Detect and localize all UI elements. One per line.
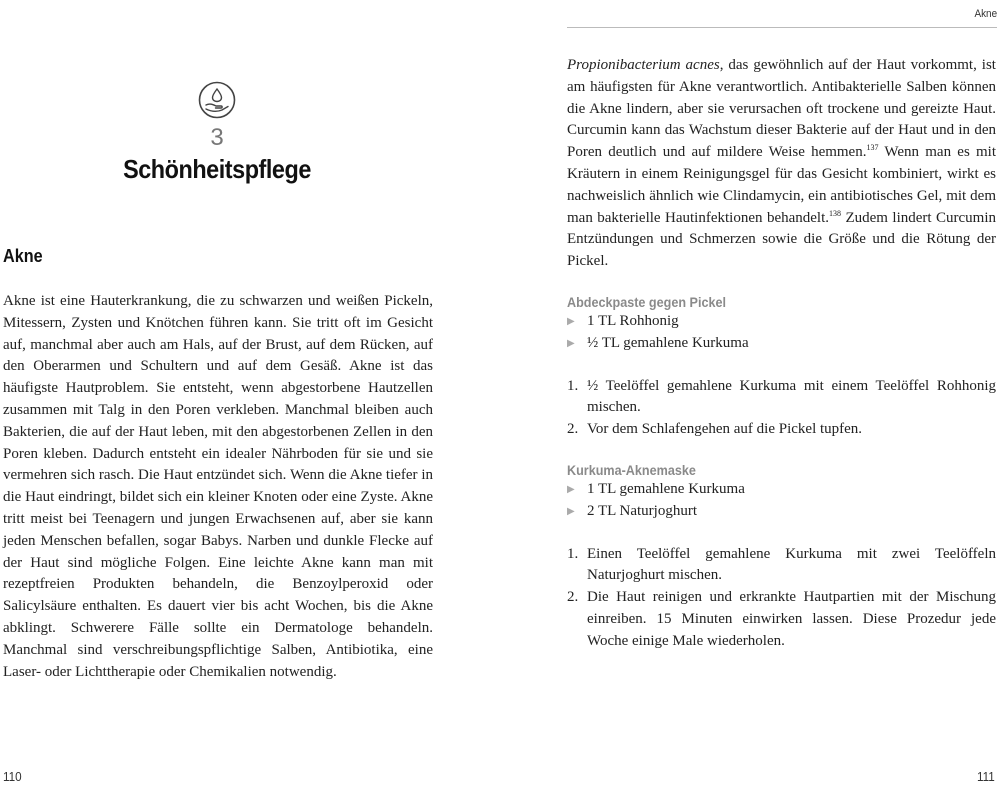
page-number: 111 — [977, 769, 995, 784]
right-page — [500, 0, 1000, 800]
ingredient-list — [567, 311, 996, 355]
footnote-ref: 137 — [866, 143, 879, 153]
page-number: 110 — [3, 769, 22, 784]
triangle-bullet-icon: ▶ — [567, 337, 575, 349]
step-number: 1. — [567, 545, 579, 562]
list-item — [567, 587, 996, 652]
list-item — [567, 544, 996, 588]
body-paragraph: Akne ist eine Hauterkrankung, die zu schwarzen und weißen Pickeln, Mitessern, Zysten und Knötchen führen kann. Sie tritt oft im Gesicht auf, manchmal aber auch am Hals, auf der Brust, auf dem Rücken, auf den Oberarmen und Schultern und auf dem Gesäß. Akne ist das häufigste Hautproblem. Sie entsteht, wenn abgestorbene Hautzellen zusammen mit Talg in den Poren verkleben. Manchmal bleiben auch Bakterien, die auf der Haut leben, mit den abgestorbenen Zellen in den Poren kleben. Dadurch entsteht ein idealer Nährboden für sie und sie vermehren sich rasch. Die Haut entzündet sich. Wenn die Akne tiefer in die Haut eindringt, bildet sich ein kleiner Knoten oder eine Zyste. Akne tritt meist bei Teenagern und jungen Erwachsenen auf, aber sie kann jeden Menschen befallen, sogar Babys. Narben und dunkle Flecke auf der Haut sind mögliche Folgen. Eine leichte Akne kann man mit rezeptfreien Produkten behandeln, die Benzoylperoxid oder Salicylsäure enthalten. Es dauert vier bis acht Wochen, bis die Akne abklingt. Schwerere Fälle sollte ein Dermatologe behandeln. Manchmal sind verschreibungspflichtige Salben, Antibiotika, eine Laser- oder Lichttherapie oder Chemikalien notwendig. — [3, 293, 433, 680]
step-text: ½ Teelöffel gemahlene Kurkuma mit einem Teelöffel Rohhonig mischen. — [587, 377, 996, 416]
ingredient-text: ½ TL gemahlene Kurkuma — [587, 334, 749, 351]
running-header-text: Akne — [974, 8, 997, 20]
right-content — [567, 55, 996, 653]
section-heading: Akne — [3, 246, 43, 266]
recipe-concealer — [567, 294, 996, 441]
step-text: Vor dem Schlafengehen auf die Pickel tupfen. — [587, 421, 863, 438]
running-header — [567, 8, 997, 28]
ingredient-list — [567, 479, 996, 523]
recipe-title: Kurkuma-Aknemaske — [567, 461, 696, 478]
recipe-mask — [567, 462, 996, 653]
list-item — [567, 501, 996, 523]
list-item — [567, 333, 996, 355]
list-item — [567, 419, 996, 441]
footnote-ref: 138 — [829, 208, 842, 218]
triangle-bullet-icon: ▶ — [567, 483, 575, 495]
triangle-bullet-icon: ▶ — [567, 505, 575, 517]
list-item — [567, 311, 996, 333]
ingredient-text: 1 TL gemahlene Kurkuma — [587, 480, 745, 497]
step-text: Die Haut reinigen und erkrankte Hautpartien mit der Mischung einreiben. 15 Minuten einwirken lassen. Diese Prozedur jede Woche einige Male wiederholen. — [587, 589, 996, 649]
ingredient-text: 1 TL Rohhonig — [587, 312, 679, 329]
step-number: 2. — [567, 421, 579, 438]
ingredient-text: 2 TL Naturjoghurt — [587, 502, 697, 519]
step-list — [567, 544, 996, 653]
list-item — [567, 479, 996, 501]
chapter-title: Schönheitspflege — [123, 154, 311, 184]
triangle-bullet-icon: ▶ — [567, 315, 575, 327]
intro-text-1: , das gewöhnlich auf der Haut vorkommt, ist am häufigsten für Akne verantwortlich. Antibakterielle Salben können die Akne lindern, aber sie verursachen oft trockene und gereizte Haut. Curcumin kann das Wachstum dieser Bakterie auf der Haut und in den Poren deutlich und auf mildere Weise hemmen. — [567, 57, 996, 161]
intro-text-2: Wenn man es mit Kräutern in einem Reinigungsgel für das Gesicht kombiniert, wirkt es nachweislich ähnlich wie Clindamycin, ein antibiotisches Gel, mit dem man bakterielle Hautinfektionen behandelt. — [567, 144, 997, 226]
chapter-number: 3 — [210, 124, 224, 151]
intro-paragraph — [567, 55, 996, 273]
list-item — [567, 376, 996, 420]
intro-text-3: Zudem lindert Curcumin Entzündungen und Schmerzen sowie die Größe und die Rötung der Pickel. — [567, 209, 997, 270]
step-list — [567, 376, 996, 441]
step-number: 2. — [567, 589, 579, 606]
italic-term: Propionibacterium acnes — [567, 57, 720, 73]
step-number: 1. — [567, 377, 579, 394]
hand-drop-icon — [197, 80, 237, 120]
step-text: Einen Teelöffel gemahlene Kurkuma mit zwei Teelöffeln Naturjoghurt mischen. — [587, 545, 996, 584]
recipe-title: Abdeckpaste gegen Pickel — [567, 293, 726, 310]
